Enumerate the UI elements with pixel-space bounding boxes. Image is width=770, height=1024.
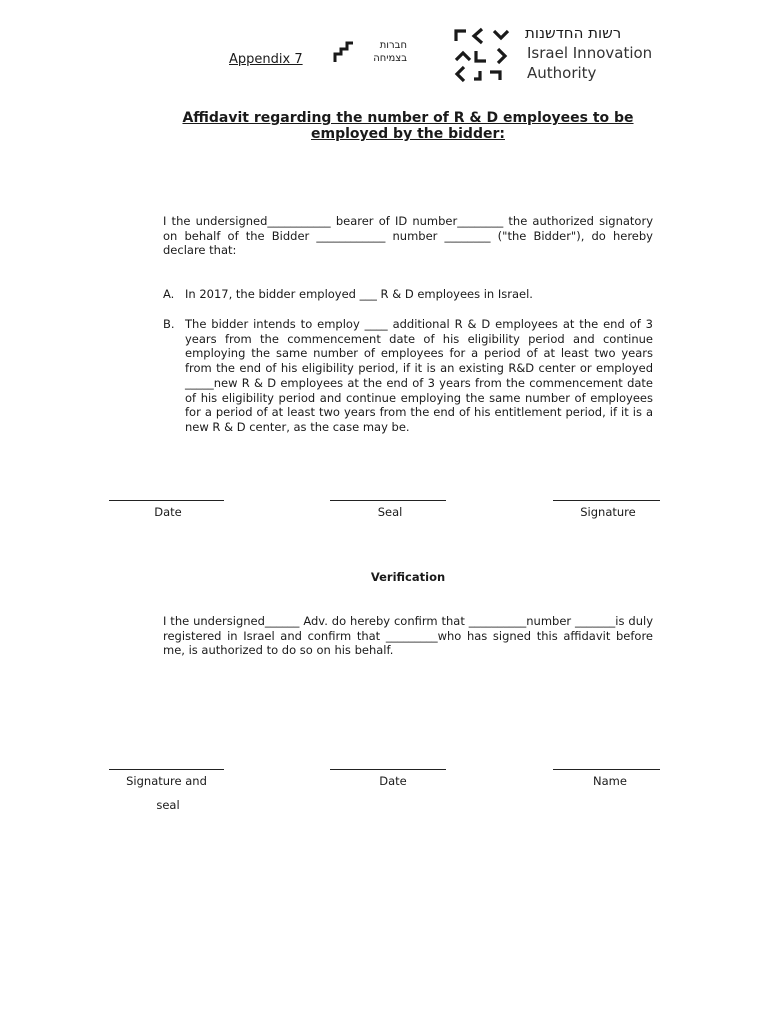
signature-and-label: Signature and <box>126 774 207 788</box>
name-line <box>553 769 660 770</box>
date-signature-line <box>109 500 224 501</box>
seal-label-2: seal <box>156 798 180 812</box>
name-label: Name <box>593 774 627 788</box>
list-marker: A. <box>163 287 175 301</box>
list-marker: B. <box>163 317 175 331</box>
signature-line <box>553 500 660 501</box>
affidavit-title: Affidavit regarding the number of R & D employees to be employed by the bidder: <box>182 110 634 142</box>
authority-hebrew-name: רשות החדשנות <box>525 24 622 42</box>
seal-label: Seal <box>377 505 403 519</box>
seal-signature-line <box>330 500 446 501</box>
verification-heading: Verification <box>370 570 446 584</box>
verification-paragraph: I the undersigned______ Adv. do hereby confirm that __________number _______is duly registered in Israel and confirm that _________who has signed this affidavit before me, is authorized to do so on his behalf. <box>163 614 653 658</box>
date-label-2: Date <box>379 774 407 788</box>
authority-english-name-line2: Authority <box>527 64 597 82</box>
growth-companies-logo-text: חברות בצמיחה <box>373 40 407 64</box>
declaration-paragraph: I the undersigned___________ bearer of ID number________ the authorized signatory on behalf of the Bidder ____________ number ________ ("the Bidder"), do hereby declare that: <box>163 214 653 258</box>
authority-english-name-line1: Israel Innovation <box>527 44 653 62</box>
date-label: Date <box>154 505 182 519</box>
signature-label: Signature <box>580 505 636 519</box>
appendix-label: Appendix 7 <box>229 52 303 67</box>
date-line-2 <box>330 769 446 770</box>
list-item-text: In 2017, the bidder employed ___ R & D employees in Israel. <box>185 287 533 301</box>
signature-seal-line <box>109 769 224 770</box>
list-item-text: The bidder intends to employ ____ additional R & D employees at the end of 3 years from the commencement date of his eligibility period and continue employing the same number of employees for a period of at least two years from the end of his eligibility period, if it is an existing R&D center or employed _____new R & D employees at the end of 3 years from the commencement date of his eligibility period and continue employing the same number of employees for a period of at least two years from the end of his entitlement period, if it is a new R & D center, as the case may be. <box>185 317 653 434</box>
innovation-authority-logo-icon <box>452 27 512 85</box>
